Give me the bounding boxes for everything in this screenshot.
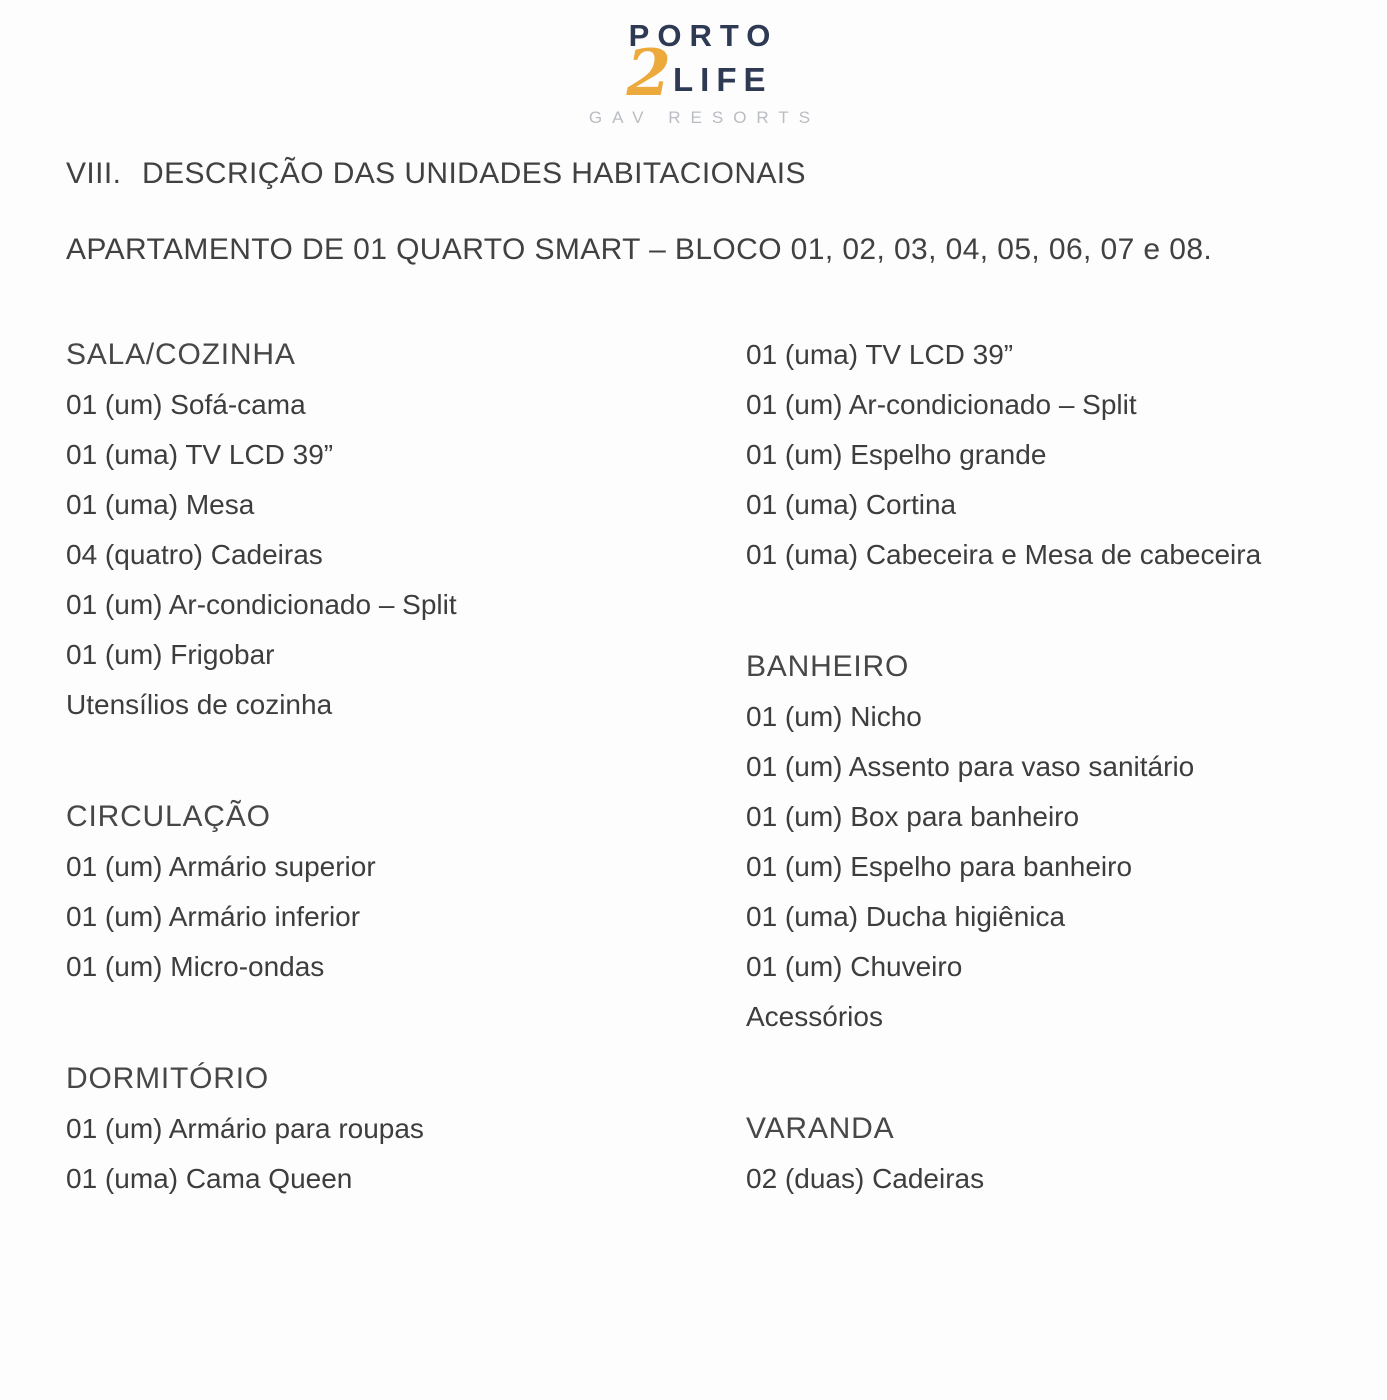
inventory-item: 01 (um) Armário inferior: [66, 901, 361, 932]
right-column: [746, 330, 1347, 1204]
section-header: DORMITÓRIO: [66, 1062, 269, 1095]
inventory-item: 01 (um) Espelho para banheiro: [746, 851, 1133, 882]
section-heading: [66, 152, 1347, 196]
inventory-item: 01 (um) Micro-ondas: [66, 951, 325, 982]
inventory-item: 01 (um) Box para banheiro: [746, 801, 1080, 832]
subtitle-heading: APARTAMENTO DE 01 QUARTO SMART – BLOCO 01, 02, 03, 04, 05, 06, 07 e 08.: [66, 233, 1213, 266]
inventory-section: [746, 330, 1347, 580]
inventory-item: 01 (um) Espelho grande: [746, 439, 1047, 470]
inventory-item: 01 (um) Assento para vaso sanitário: [746, 751, 1195, 782]
inventory-item: 01 (um) Frigobar: [66, 639, 275, 670]
logo-porto-text: PORTO: [628, 18, 779, 53]
inventory-item: Acessórios: [746, 1001, 883, 1032]
inventory-item: 01 (uma) Ducha higiênica: [746, 901, 1066, 932]
inventory-section: [66, 330, 746, 730]
inventory-item: 01 (uma) Cama Queen: [66, 1163, 353, 1194]
inventory-section: [66, 1054, 746, 1204]
inventory-columns: [66, 330, 1347, 1204]
inventory-item: 01 (um) Armário superior: [66, 851, 376, 882]
inventory-item: 01 (um) Ar-condicionado – Split: [746, 389, 1137, 420]
inventory-item: 01 (um) Ar-condicionado – Split: [66, 589, 457, 620]
inventory-item: 01 (uma) TV LCD 39”: [66, 439, 334, 470]
inventory-item: Utensílios de cozinha: [66, 689, 333, 720]
heading-title: DESCRIÇÃO DAS UNIDADES HABITACIONAIS: [142, 157, 806, 190]
logo-numeral-2: 2: [626, 36, 672, 111]
inventory-section: [66, 792, 746, 992]
logo: [530, 18, 870, 128]
inventory-section: [746, 642, 1347, 1042]
logo-tagline: GAV RESORTS: [588, 108, 821, 127]
inventory-item: 04 (quatro) Cadeiras: [66, 539, 323, 570]
left-column: [66, 330, 746, 1204]
section-header: VARANDA: [746, 1112, 895, 1145]
inventory-item: 01 (um) Sofá-cama: [66, 389, 306, 420]
inventory-item: 01 (uma) TV LCD 39”: [746, 339, 1014, 370]
inventory-item: 01 (um) Armário para roupas: [66, 1113, 424, 1144]
inventory-item: 02 (duas) Cadeiras: [746, 1163, 985, 1194]
section-header: CIRCULAÇÃO: [66, 800, 271, 833]
section-header: BANHEIRO: [746, 650, 910, 683]
inventory-item: 01 (um) Chuveiro: [746, 951, 963, 982]
inventory-item: 01 (uma) Mesa: [66, 489, 255, 520]
section-header: SALA/COZINHA: [66, 338, 296, 371]
inventory-section: [746, 1104, 1347, 1204]
inventory-item: 01 (uma) Cortina: [746, 489, 957, 520]
inventory-item: 01 (um) Nicho: [746, 701, 922, 732]
heading-numeral: VIII.: [66, 157, 122, 190]
logo-life-text: LIFE: [673, 61, 773, 98]
inventory-item: 01 (uma) Cabeceira e Mesa de cabeceira: [746, 539, 1262, 570]
